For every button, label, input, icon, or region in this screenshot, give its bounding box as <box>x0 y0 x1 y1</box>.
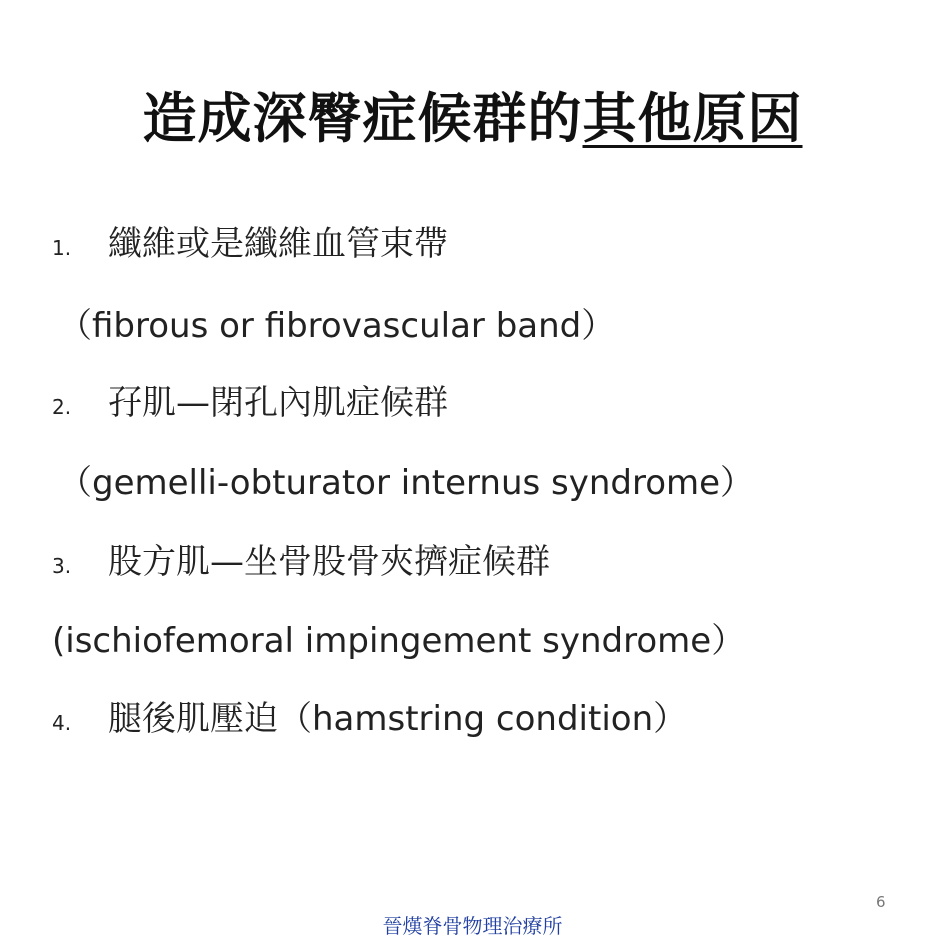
list-item-3-label: 股方肌—坐骨股骨夾擠症候群 <box>108 542 550 582</box>
slide-title <box>0 86 945 152</box>
footer-clinic-name: 晉熯脊骨物理治療所 <box>382 914 563 938</box>
list-item-1-label: 纖維或是纖維血管束帶 <box>108 224 448 264</box>
list-item-4 <box>52 697 687 745</box>
list-item-3-subtitle: (ischiofemoral impingement syndrome） <box>52 621 746 661</box>
list-item-1-number: 1. <box>52 236 72 260</box>
list-item-1-subtitle: （fibrous or fibrovascular band） <box>58 306 616 346</box>
list-item-3-number: 3. <box>52 554 72 578</box>
list-item-3 <box>52 540 550 588</box>
list-item-1 <box>52 222 448 270</box>
list-item-4-number: 4. <box>52 711 72 735</box>
slide-title-part2: 其他原因 <box>582 87 803 150</box>
page-number: 6 <box>876 893 886 911</box>
list-item-2-label: 孖肌—閉孔內肌症候群 <box>108 383 448 423</box>
list-item-2 <box>52 381 448 429</box>
list-item-2-number: 2. <box>52 395 72 419</box>
slide-title-part1: 造成深臀症候群的 <box>142 87 583 150</box>
list-item-2-subtitle: （gemelli-obturator internus syndrome） <box>58 463 755 503</box>
list-item-4-label: 腿後肌壓迫（hamstring condition） <box>108 699 688 739</box>
